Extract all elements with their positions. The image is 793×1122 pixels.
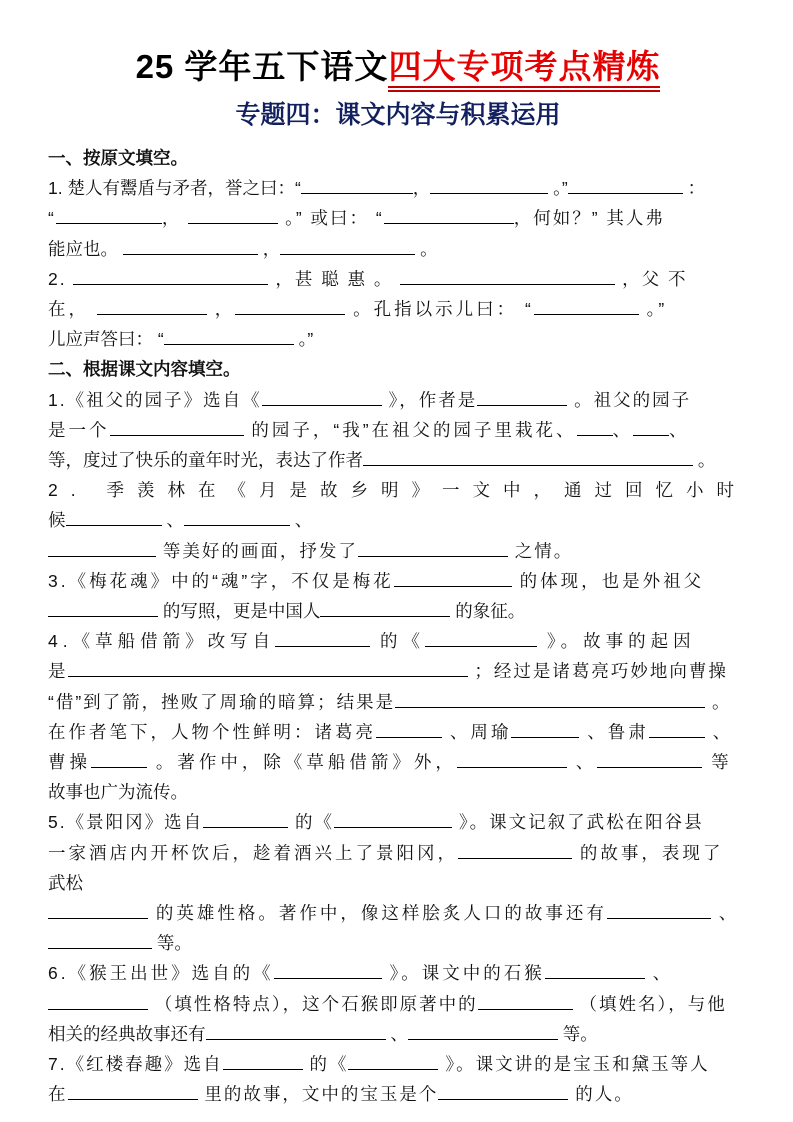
blank-field bbox=[395, 688, 705, 708]
text-run: 的《 bbox=[302, 1054, 349, 1075]
text-line bbox=[48, 294, 748, 324]
text-line bbox=[48, 838, 748, 868]
text-line bbox=[48, 777, 748, 807]
blank-field bbox=[511, 718, 579, 738]
text-line bbox=[48, 1079, 748, 1109]
text-line bbox=[48, 1019, 748, 1049]
blank-field bbox=[334, 808, 452, 828]
text-run: 。著作中，除《草船借箭》外， bbox=[147, 752, 457, 773]
blank-field bbox=[394, 567, 512, 587]
text-line bbox=[48, 928, 748, 958]
blank-field bbox=[363, 446, 693, 466]
blank-field bbox=[56, 204, 162, 224]
text-run: 、 bbox=[669, 419, 690, 440]
text-run: 。 bbox=[415, 238, 438, 259]
text-run: 相关的经典故事还有 bbox=[48, 1023, 206, 1044]
text-line bbox=[48, 234, 748, 264]
text-run: “ bbox=[48, 208, 56, 229]
text-run: 能应也。 bbox=[48, 238, 123, 259]
text-run: 》。课文讲的是宝玉和黛玉等人 bbox=[438, 1054, 710, 1075]
text-line bbox=[48, 566, 748, 596]
text-line bbox=[48, 385, 748, 415]
text-run: 2. bbox=[48, 268, 74, 289]
section-heading: 一、按原文填空。 bbox=[48, 148, 188, 168]
blank-field bbox=[123, 235, 258, 255]
blank-field bbox=[301, 174, 413, 194]
blank-field bbox=[97, 295, 207, 315]
text-line bbox=[48, 475, 748, 505]
text-line bbox=[48, 807, 748, 837]
blank-field bbox=[430, 174, 548, 194]
blank-field bbox=[438, 1080, 568, 1100]
page-subtitle: 专题四：课文内容与积累运用 bbox=[235, 101, 561, 129]
text-run: 。” 或曰： “ bbox=[278, 208, 384, 229]
blank-field bbox=[91, 748, 147, 768]
text-run: 的园子，“我”在祖父的园子里栽花、 bbox=[243, 419, 577, 440]
text-run: 4.《草船借箭》改写自 bbox=[48, 631, 276, 652]
blank-field bbox=[223, 1050, 303, 1070]
text-run: 》。故事的起因 bbox=[536, 631, 696, 652]
text-run: 。孔指以示儿曰： “ bbox=[345, 299, 534, 320]
title-black-text: 25 学年五下语文 bbox=[135, 48, 389, 85]
text-line bbox=[48, 898, 748, 928]
text-line bbox=[48, 989, 748, 1019]
text-run: 等，度过了快乐的童年时光，表达了作者 bbox=[48, 450, 363, 471]
blank-field bbox=[275, 627, 370, 647]
text-run: 等。 bbox=[557, 1023, 598, 1044]
text-run: 的写照，更是中国人 bbox=[158, 601, 321, 622]
blank-field bbox=[568, 174, 683, 194]
blank-field bbox=[184, 506, 290, 526]
text-run: 之情。 bbox=[507, 540, 574, 561]
text-line bbox=[48, 687, 748, 717]
text-run: 在作者笔下，人物个性鲜明：诸葛亮 bbox=[48, 721, 376, 742]
blank-field bbox=[206, 1020, 386, 1040]
blank-field bbox=[274, 959, 382, 979]
title-red-text: 四大专项考点精炼 bbox=[388, 48, 660, 92]
text-line bbox=[48, 656, 748, 686]
text-run: ；经过是诸葛亮巧妙地向曹操 bbox=[467, 661, 728, 682]
text-run: 的象征。 bbox=[450, 601, 526, 622]
blank-field bbox=[458, 839, 572, 859]
blank-field bbox=[48, 990, 148, 1010]
text-run: （填性格特点），这个石猴即原著中的 bbox=[148, 993, 478, 1014]
blank-field bbox=[320, 597, 450, 617]
text-run: ， bbox=[161, 208, 189, 229]
blank-field bbox=[48, 929, 152, 949]
text-run: 候 bbox=[48, 510, 66, 531]
text-line bbox=[48, 596, 748, 626]
blank-field bbox=[384, 204, 514, 224]
text-run: 的体现，也是外祖父 bbox=[511, 570, 705, 591]
blank-field bbox=[400, 265, 615, 285]
blank-field bbox=[203, 808, 288, 828]
text-run: 。 bbox=[705, 691, 732, 712]
blank-field bbox=[358, 537, 508, 557]
blank-field bbox=[164, 325, 294, 345]
text-run: 的《 bbox=[288, 812, 334, 833]
blank-field bbox=[633, 416, 669, 436]
blank-field bbox=[348, 1050, 438, 1070]
text-run: 》。课文中的石猴 bbox=[381, 963, 545, 984]
blank-field bbox=[597, 748, 702, 768]
blank-field bbox=[477, 386, 567, 406]
text-run: ， bbox=[257, 238, 281, 259]
text-line bbox=[48, 626, 748, 656]
text-line bbox=[48, 717, 748, 747]
text-run: 。祖父的园子 bbox=[567, 389, 692, 410]
text-run: ，甚 聪 惠 。 bbox=[268, 268, 401, 289]
blank-field bbox=[48, 537, 156, 557]
worksheet-content bbox=[48, 143, 748, 1110]
blank-field bbox=[607, 899, 711, 919]
text-run: 3.《梅花魂》中的“魂”字，不仅是梅花 bbox=[48, 570, 394, 591]
text-run: 的英雄性格。著作中，像这样脍炙人口的故事还有 bbox=[148, 903, 607, 924]
blank-field bbox=[478, 990, 573, 1010]
blank-field bbox=[235, 295, 345, 315]
text-run: 、 bbox=[161, 510, 184, 531]
text-run: 、 bbox=[644, 963, 674, 984]
text-run: 等美好的画面，抒发了 bbox=[156, 540, 358, 561]
text-run: 》，作者是 bbox=[381, 389, 478, 410]
text-run: 》。课文记叙了武松在阳谷县 bbox=[451, 812, 704, 833]
text-run: 一家酒店内开杯饮后，趁着酒兴上了景阳冈， bbox=[48, 842, 458, 863]
text-run: ，何如？” 其人弗 bbox=[513, 208, 665, 229]
text-line bbox=[48, 203, 748, 233]
text-run: ： bbox=[682, 178, 706, 199]
blank-field bbox=[48, 899, 148, 919]
text-run: 、 bbox=[289, 510, 313, 531]
section-heading: 二、根据课文内容填空。 bbox=[48, 359, 241, 380]
text-run: 在， bbox=[48, 299, 97, 320]
text-line bbox=[48, 264, 748, 294]
blank-field bbox=[73, 265, 268, 285]
text-run: 5.《景阳冈》选自 bbox=[48, 812, 204, 833]
text-run: 。 bbox=[693, 450, 716, 471]
blank-field bbox=[66, 506, 162, 526]
text-run: 1. 楚人有鬻盾与矛者，誉之曰：“ bbox=[48, 178, 301, 199]
blank-field bbox=[68, 657, 468, 677]
text-run: ， bbox=[206, 299, 236, 320]
text-line bbox=[48, 747, 748, 777]
text-run: “借”到了箭，挫败了周瑜的暗算；结果是 bbox=[48, 691, 396, 712]
blank-field bbox=[262, 386, 382, 406]
blank-field bbox=[110, 416, 244, 436]
blank-field bbox=[376, 718, 442, 738]
text-run: 武松 bbox=[48, 872, 83, 893]
text-run: ， bbox=[412, 178, 431, 199]
text-run: 。” bbox=[293, 329, 314, 350]
text-run: ，父 不 bbox=[615, 268, 688, 289]
text-run: 儿应声答曰： “ bbox=[48, 329, 164, 350]
text-run: （填姓名），与他 bbox=[572, 993, 727, 1014]
text-run: 等 bbox=[702, 752, 733, 773]
text-line bbox=[48, 324, 748, 354]
text-run: 、 bbox=[704, 721, 734, 742]
blank-field bbox=[425, 627, 537, 647]
text-line bbox=[48, 173, 748, 203]
text-run: 、周瑜 bbox=[442, 721, 512, 742]
text-run: 、 bbox=[566, 752, 598, 773]
blank-field bbox=[188, 204, 278, 224]
text-run: 、鲁肃 bbox=[579, 721, 649, 742]
blank-field bbox=[408, 1020, 558, 1040]
text-line bbox=[48, 505, 748, 535]
text-line bbox=[48, 536, 748, 566]
text-line bbox=[48, 445, 748, 475]
blank-field bbox=[649, 718, 705, 738]
blank-field bbox=[545, 959, 645, 979]
text-run: 的《 bbox=[370, 631, 425, 652]
text-run: 。” bbox=[548, 178, 568, 199]
text-run: 2. 季羡林在《月是故乡明》一文中，通过回忆小时 bbox=[48, 480, 747, 501]
text-run: 曹操 bbox=[48, 752, 91, 773]
blank-field bbox=[534, 295, 639, 315]
worksheet-title bbox=[48, 44, 748, 90]
text-run: 、 bbox=[385, 1023, 408, 1044]
text-run: 是一个 bbox=[48, 419, 110, 440]
text-run: 在 bbox=[48, 1084, 68, 1105]
text-line bbox=[48, 415, 748, 445]
text-line bbox=[48, 868, 748, 898]
text-run: 7.《红楼春趣》选自 bbox=[48, 1054, 223, 1075]
text-run: 的故事，表现了 bbox=[572, 842, 724, 863]
text-run: 故事也广为流传。 bbox=[48, 782, 188, 803]
text-run: 、 bbox=[612, 419, 634, 440]
text-run: 。” bbox=[638, 299, 668, 320]
blank-field bbox=[68, 1080, 198, 1100]
blank-field bbox=[280, 235, 415, 255]
blank-field bbox=[577, 416, 613, 436]
text-line bbox=[48, 958, 748, 988]
text-run: 的人。 bbox=[568, 1084, 634, 1105]
text-run: 1.《祖父的园子》选自《 bbox=[48, 389, 262, 410]
text-run: 里的故事，文中的宝玉是个 bbox=[197, 1084, 439, 1105]
text-run: 6.《猴王出世》选自的《 bbox=[48, 963, 274, 984]
blank-field bbox=[457, 748, 567, 768]
text-line bbox=[48, 1049, 748, 1079]
text-run: 、 bbox=[710, 903, 740, 924]
text-run: 等。 bbox=[152, 933, 192, 954]
blank-field bbox=[48, 597, 158, 617]
text-run: 是 bbox=[48, 661, 68, 682]
